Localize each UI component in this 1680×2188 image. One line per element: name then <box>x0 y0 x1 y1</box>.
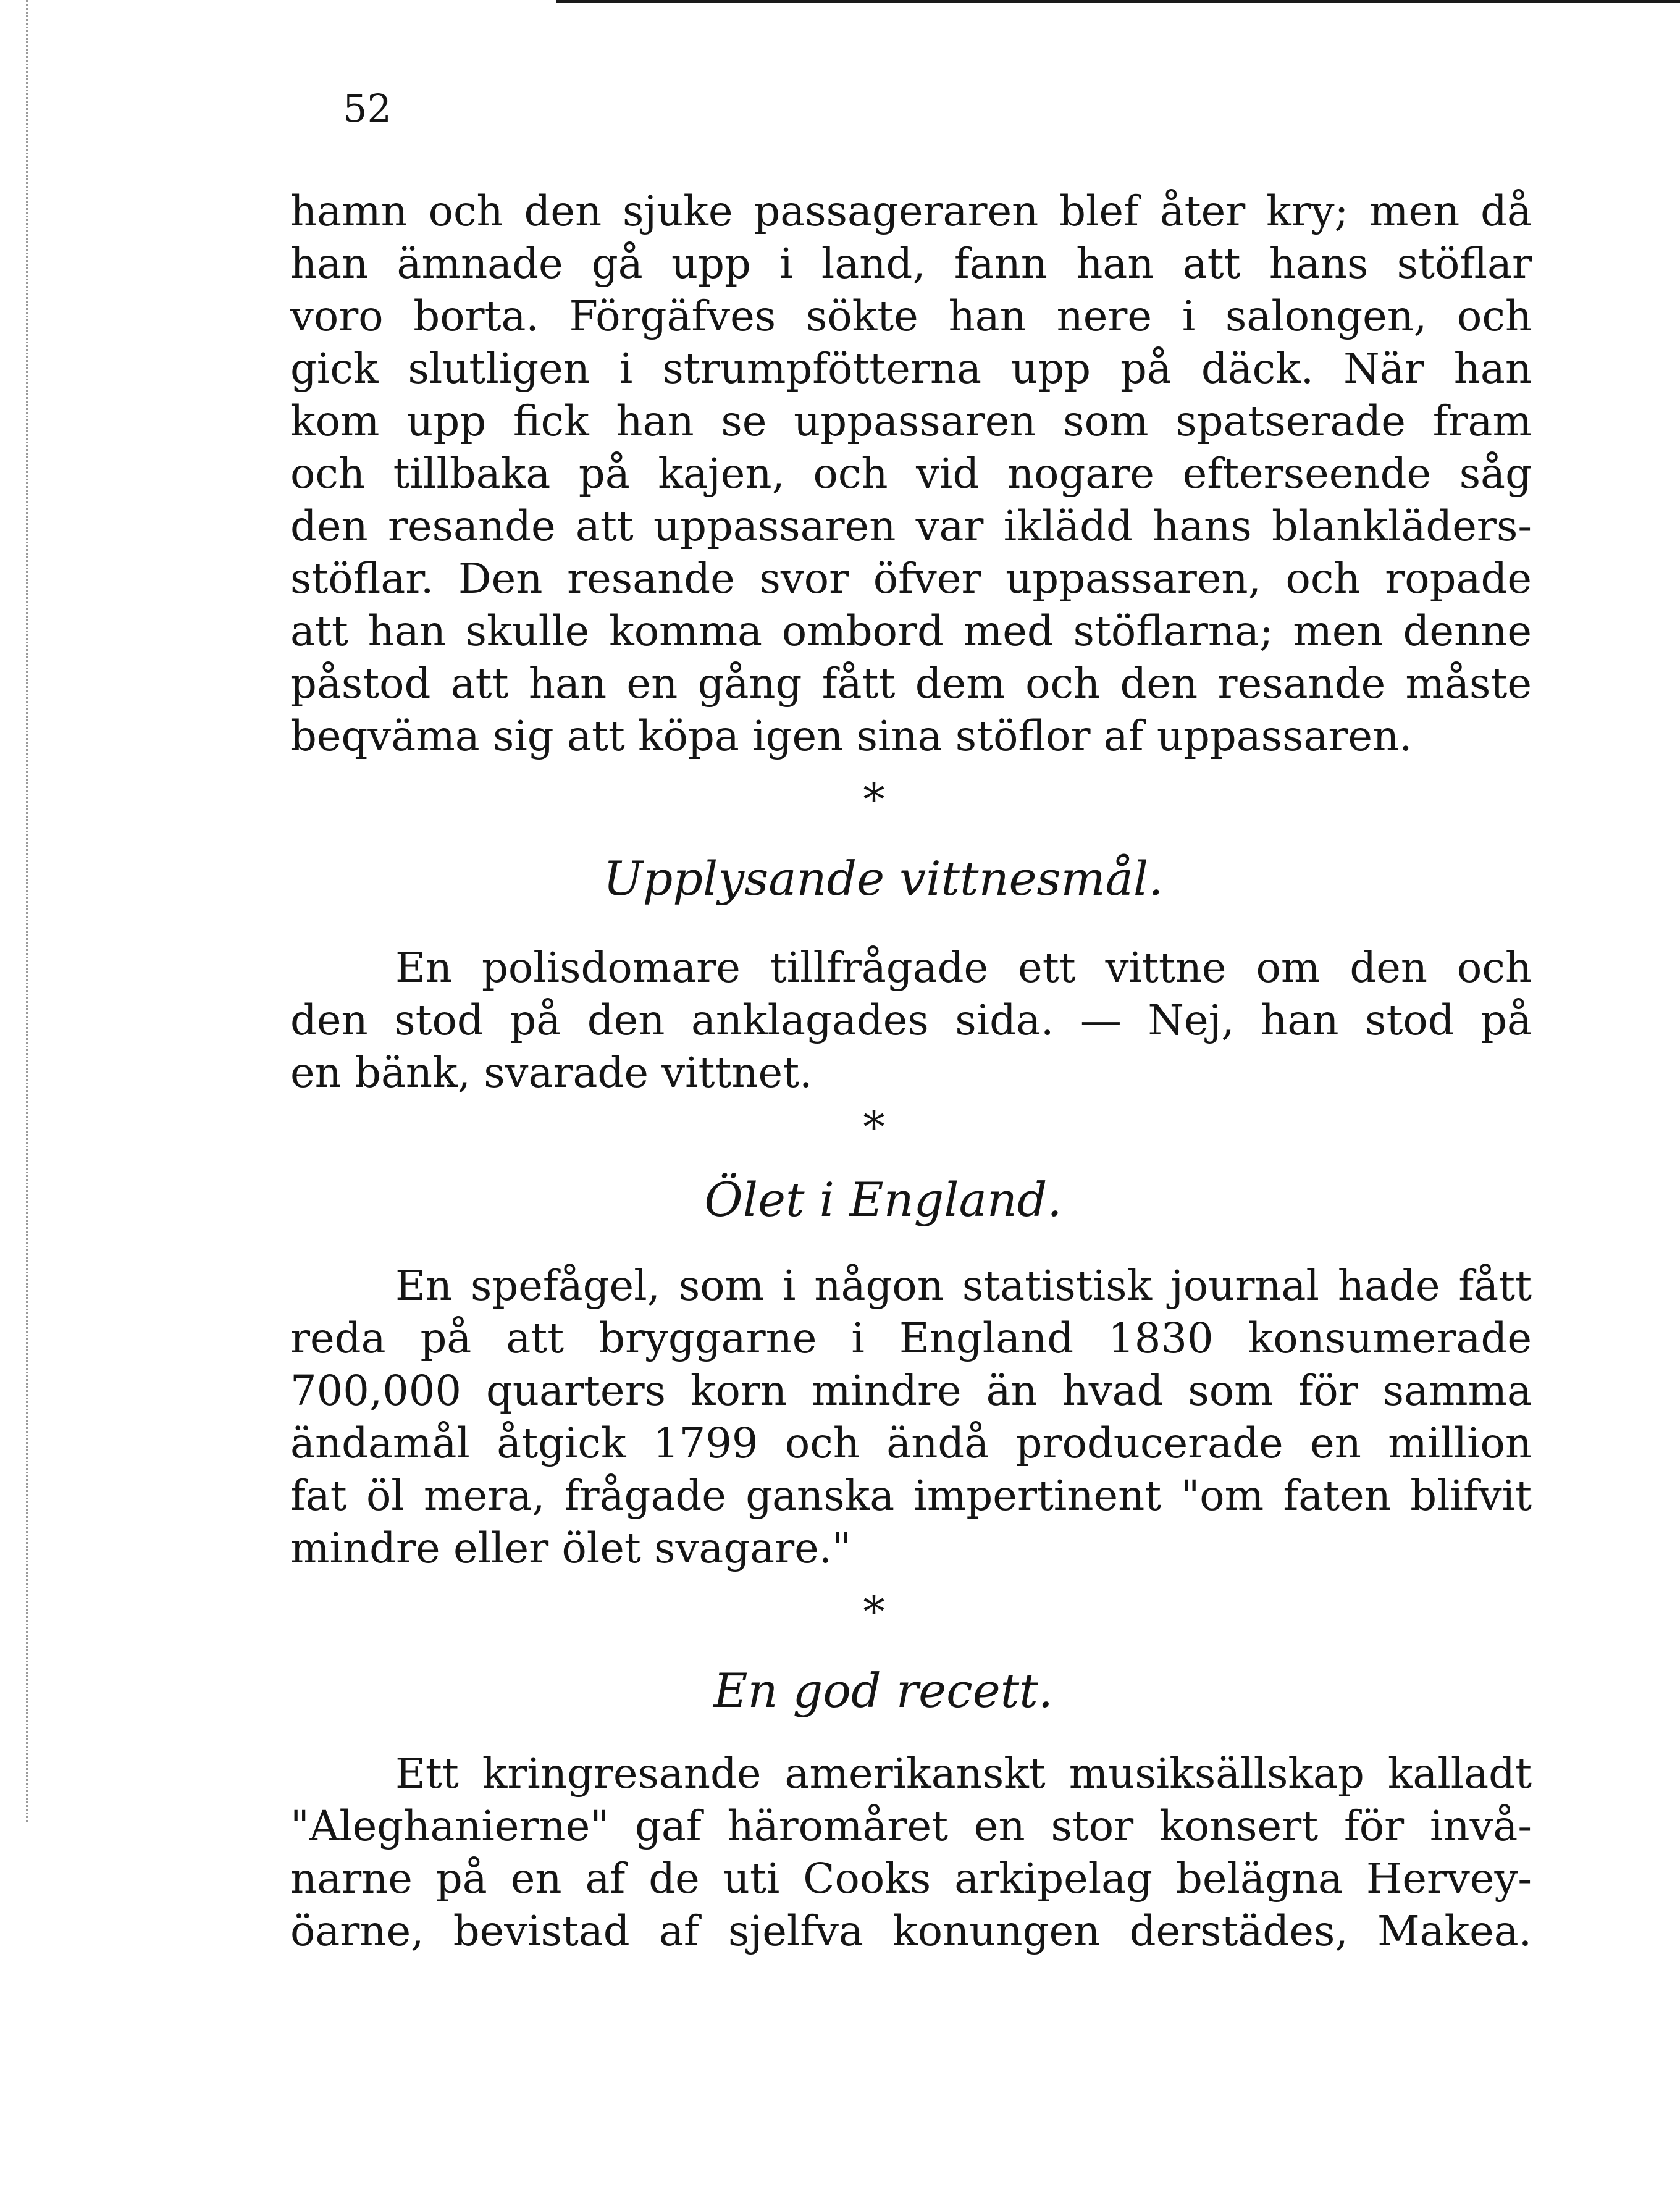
text-line: han ämnade gå upp i land, fann han att hans stöflar <box>290 240 1532 288</box>
text-line: öarne, bevistad af sjelfva konungen derstädes, Makea. <box>290 1907 1532 1955</box>
text-line: 700,000 quarters korn mindre än hvad som för samma <box>290 1367 1532 1415</box>
text-line: att han skulle komma ombord med stöflarna; men denne <box>290 607 1532 655</box>
paragraph <box>290 942 1532 1099</box>
paragraph-continuation <box>290 185 1532 763</box>
text-line: beqväma sig att köpa igen sina stöflor af uppassaren. <box>290 712 1413 760</box>
paragraph <box>290 1748 1532 1958</box>
page-left-edge <box>26 0 30 1822</box>
text-line: stöflar. Den resande svor öfver uppassaren, och ropade <box>290 555 1532 603</box>
text-line: en bänk, svarade vittnet. <box>290 1049 813 1097</box>
text-line: och tillbaka på kajen, och vid nogare efterseende såg <box>290 450 1532 498</box>
text-line: kom upp fick han se uppassaren som spatserade fram <box>290 397 1532 445</box>
paragraph <box>290 1260 1532 1575</box>
text-line: voro borta. Förgäfves sökte han nere i salongen, och <box>290 292 1532 340</box>
text-line: Ett kringresande amerikanskt musiksällskap kalladt <box>395 1750 1532 1798</box>
text-line: mindre eller ölet svagare." <box>290 1524 851 1572</box>
section-heading: Ölet i England. <box>704 1172 1062 1227</box>
text-line: ändamål åtgick 1799 och ändå producerade en million <box>290 1419 1532 1467</box>
text-line: En spefågel, som i någon statistisk journal hade fått <box>395 1262 1532 1310</box>
text-line: "Aleghanierne" gaf häromåret en stor konsert för invå- <box>290 1802 1532 1850</box>
text-line: den stod på den anklagades sida. — Nej, han stod på <box>290 996 1532 1044</box>
section-heading: En god recett. <box>713 1663 1053 1718</box>
text-line: En polisdomare tillfrågade ett vittne om den och <box>395 944 1532 992</box>
text-line: den resande att uppassaren var iklädd hans blankläders- <box>290 502 1532 550</box>
page-top-border <box>556 0 1680 3</box>
page-number: 52 <box>343 86 392 131</box>
section-heading: Upplysande vittnesmål. <box>603 851 1164 906</box>
text-line: reda på att bryggarne i England 1830 konsumerade <box>290 1314 1532 1362</box>
section-separator: * <box>863 1102 885 1152</box>
section-separator: * <box>863 1587 885 1637</box>
text-line: fat öl mera, frågade ganska impertinent "om faten blifvit <box>290 1472 1532 1520</box>
text-line: hamn och den sjuke passageraren blef åter kry; men då <box>290 187 1532 235</box>
text-line: påstod att han en gång fått dem och den resande måste <box>290 660 1532 708</box>
text-line: narne på en af de uti Cooks arkipelag belägna Hervey- <box>290 1855 1532 1903</box>
section-separator: * <box>863 774 885 825</box>
text-line: gick slutligen i strumpfötterna upp på däck. När han <box>290 345 1532 393</box>
